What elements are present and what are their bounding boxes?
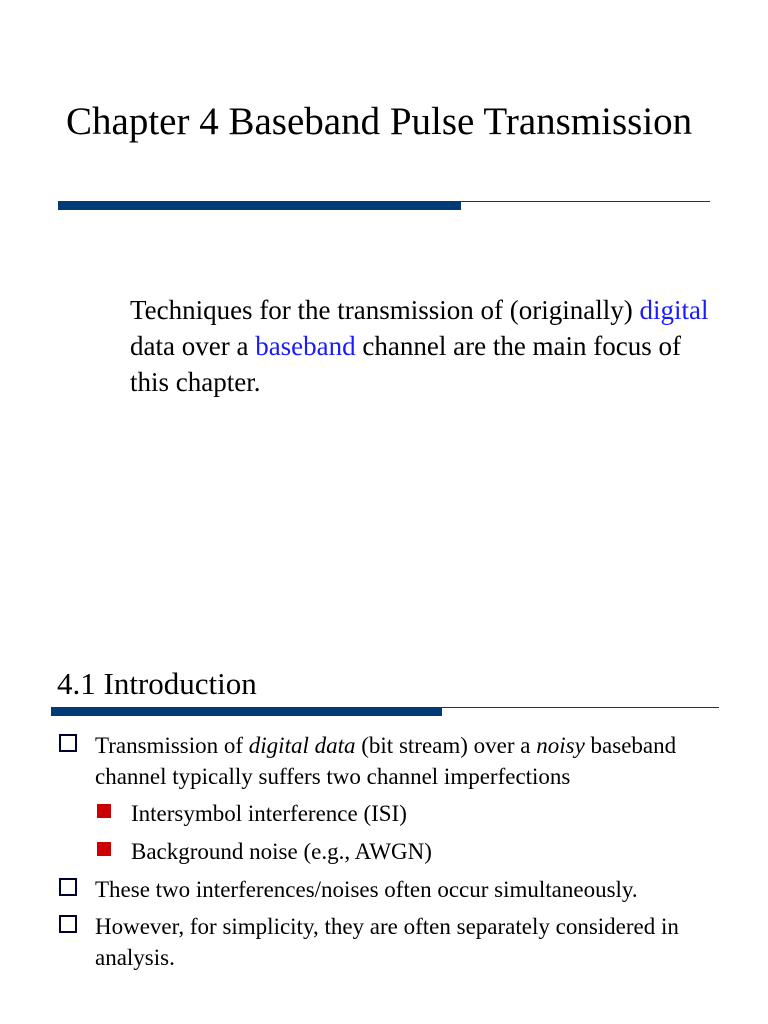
title-underline xyxy=(58,201,710,210)
highlight-baseband: baseband xyxy=(255,331,356,361)
sub-bullet-item: Background noise (e.g., AWGN) xyxy=(0,836,711,867)
bullet-list xyxy=(0,730,768,979)
sub-bullet-item: Intersymbol interference (ISI) xyxy=(0,798,711,829)
chapter-summary: Techniques for the transmission of (originally) digital data over a baseband channel are the main focus of this chapter. xyxy=(130,295,709,397)
chapter-title: Chapter 4 Baseband Pulse Transmission xyxy=(66,100,693,143)
bullet-item: Transmission of digital data (bit stream) over a noisy baseband channel typically suffers two channel imperfections xyxy=(0,730,705,792)
hollow-square-bullet-icon xyxy=(59,734,77,752)
slide-introduction xyxy=(0,640,768,1024)
highlight-digital: digital xyxy=(639,295,709,325)
bullet-item: However, for simplicity, they are often separately considered in analysis. xyxy=(0,911,705,973)
hollow-square-bullet-icon xyxy=(59,915,77,933)
section-title: 4.1 Introduction xyxy=(57,666,257,701)
filled-square-bullet-icon xyxy=(97,804,111,818)
section-underline xyxy=(51,707,719,716)
filled-square-bullet-icon xyxy=(97,842,111,856)
hollow-square-bullet-icon xyxy=(59,878,77,896)
bullet-item: These two interferences/noises often occur simultaneously. xyxy=(0,874,705,905)
